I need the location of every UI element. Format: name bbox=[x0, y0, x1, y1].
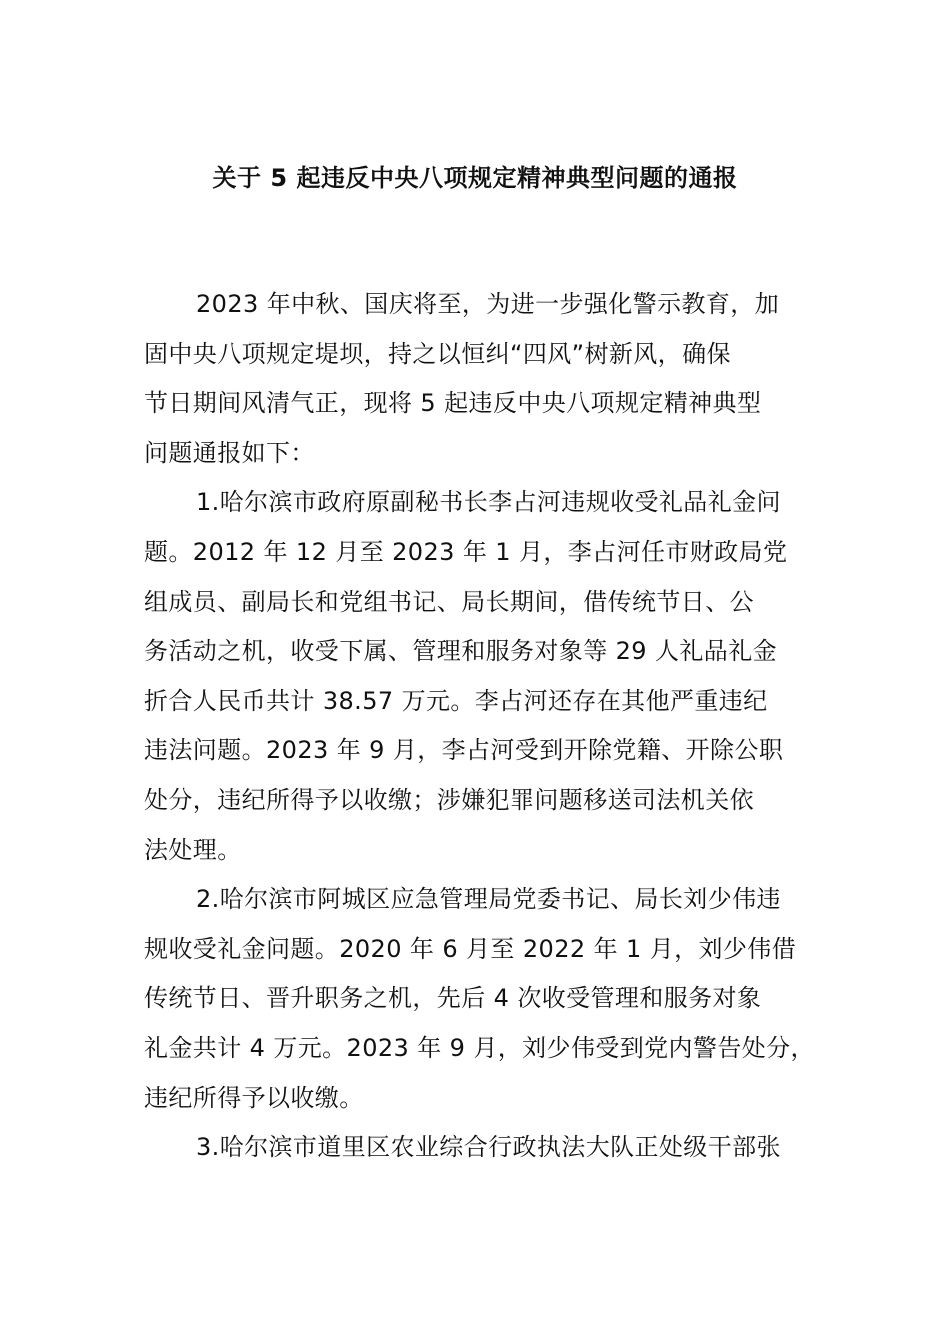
text-line: 法处理。 bbox=[144, 835, 242, 864]
text-line: 节日期间风清气正，现将 5 起违反中央八项规定精神典型 bbox=[144, 389, 762, 418]
text-line: 问题通报如下： bbox=[144, 438, 315, 467]
text-line: 务活动之机，收受下属、管理和服务对象等 29 人礼品礼金 bbox=[144, 637, 777, 666]
text-line: 3.哈尔滨市道里区农业综合行政执法大队正处级干部张 bbox=[196, 1133, 781, 1162]
document-body bbox=[144, 280, 824, 1173]
text-line: 传统节日、晋升职务之机，先后 4 次收受管理和服务对象 bbox=[144, 984, 762, 1013]
text-line: 违纪所得予以收缴。 bbox=[144, 1083, 364, 1112]
text-line: 违法问题。2023 年 9 月，李占河受到开除党籍、开除公职 bbox=[144, 736, 784, 765]
text-line: 2.哈尔滨市阿城区应急管理局党委书记、局长刘少伟违 bbox=[196, 885, 781, 914]
text-line: 固中央八项规定堤坝，持之以恒纠“四风”树新风，确保 bbox=[144, 339, 731, 368]
text-line: 礼金共计 4 万元。2023 年 9 月，刘少伟受到党内警告处分， bbox=[144, 1033, 815, 1062]
text-line: 处分，违纪所得予以收缴；涉嫌犯罪问题移送司法机关依 bbox=[144, 785, 754, 814]
text-line: 2023 年中秋、国庆将至，为进一步强化警示教育，加 bbox=[196, 290, 780, 318]
text-line: 题。2012 年 12 月至 2023 年 1 月，李占河任市财政局党 bbox=[144, 537, 788, 566]
document-title: 关于 5 起违反中央八项规定精神典型问题的通报 bbox=[212, 164, 738, 192]
text-line: 组成员、副局长和党组书记、局长期间，借传统节日、公 bbox=[144, 587, 754, 616]
text-line: 规收受礼金问题。2020 年 6 月至 2022 年 1 月，刘少伟借 bbox=[144, 934, 797, 963]
text-line: 1.哈尔滨市政府原副秘书长李占河违规收受礼品礼金问 bbox=[196, 488, 781, 517]
text-line: 折合人民币共计 38.57 万元。李占河还存在其他严重违纪 bbox=[144, 686, 768, 715]
